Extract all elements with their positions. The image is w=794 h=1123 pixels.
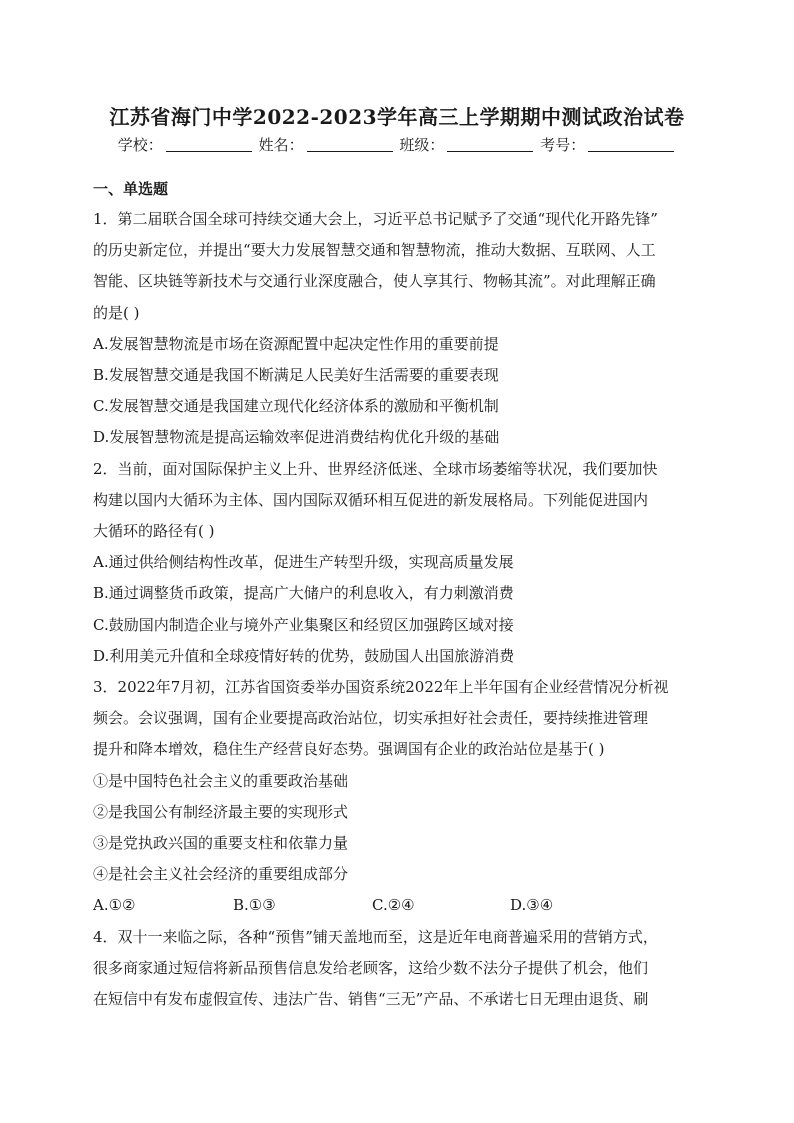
statement-1: ①是中国特色社会主义的重要政治基础 — [93, 771, 349, 790]
statement-2: ②是我国公有制经济最主要的实现形式 — [93, 802, 349, 821]
question-stem-line: 在短信中有发布虚假宣传、违法广告、销售“三无”产品、不承诺七日无理由退货、刷 — [93, 990, 649, 1009]
student-info-row — [0, 134, 794, 155]
question-stem-line: 频会。会议强调，国有企业要提高政治站位，切实承担好社会责任，要持续推进管理 — [93, 709, 649, 728]
school-label: 学校： — [117, 136, 163, 154]
question-stem-line: 智能、区块链等新技术与交通行业深度融合，使人享其行、物畅其流”。对此理解正确 — [93, 272, 656, 291]
question-stem-line: 的历史新定位，并提出“要大力发展智慧交通和智慧物流，推动大数据、互联网、人工 — [93, 241, 656, 260]
statement-3: ③是党执政兴国的重要支柱和依靠力量 — [93, 834, 349, 853]
choice-b: B.①③ — [233, 896, 276, 915]
choice-c: C.②④ — [372, 896, 415, 915]
option-c: C.鼓励国内制造企业与境外产业集聚区和经贸区加强跨区域对接 — [93, 615, 514, 634]
answer-choices — [93, 890, 703, 921]
name-label: 姓名： — [258, 136, 304, 154]
question-stem-line: 4．双十一来临之际，各种“预售”铺天盖地而至，这是近年电商普遍采用的营销方式， — [93, 927, 658, 946]
class-blank[interactable] — [447, 137, 533, 152]
question-stem-line: 1．第二届联合国全球可持续交通大会上，习近平总书记赋予了交通“现代化开路先锋” — [93, 210, 658, 228]
exam-number-blank[interactable] — [588, 137, 674, 152]
question-stem-line: 的是( ) — [93, 303, 140, 322]
option-d: D.利用美元升值和全球疫情好转的优势，鼓励国人出国旅游消费 — [93, 646, 515, 665]
option-a: A.发展智慧物流是市场在资源配置中起决定性作用的重要前提 — [93, 334, 499, 353]
option-d: D.发展智慧物流是提高运输效率促进消费结构优化升级的基础 — [93, 428, 500, 447]
question-area — [93, 178, 703, 1015]
section-heading: 一、单选题 — [93, 180, 169, 198]
exam-number-label: 考号： — [540, 136, 586, 154]
option-c: C.发展智慧交通是我国建立现代化经济体系的激励和平衡机制 — [93, 397, 499, 416]
option-b: B.通过调整货币政策，提高广大储户的利息收入，有力刺激消费 — [93, 584, 514, 603]
question-1 — [93, 204, 703, 454]
question-2 — [93, 454, 703, 672]
question-stem-line: 大循环的路径有( ) — [93, 522, 215, 541]
exam-title: 江苏省海门中学2022-2023学年高三上学期期中测试政治试卷 — [109, 105, 685, 129]
question-stem-line: 很多商家通过短信将新品预售信息发给老顾客，这给少数不法分子提供了机会，他们 — [93, 958, 649, 977]
school-blank[interactable] — [166, 137, 252, 152]
statement-4: ④是社会主义社会经济的重要组成部分 — [93, 865, 349, 884]
class-label: 班级： — [399, 136, 445, 154]
name-blank[interactable] — [307, 137, 393, 152]
question-4 — [93, 922, 703, 1016]
question-stem-line: 2．当前，面对国际保护主义上升、世界经济低迷、全球市场萎缩等状况，我们要加快 — [93, 459, 658, 478]
choice-d: D.③④ — [510, 896, 554, 915]
question-3 — [93, 672, 703, 922]
question-stem-line: 提升和降本增效，稳住生产经营良好态势。强调国有企业的政治站位是基于( ) — [93, 740, 605, 759]
choice-a: A.①② — [93, 896, 136, 915]
question-stem-line: 构建以国内大循环为主体、国内国际双循环相互促进的新发展格局。下列能促进国内 — [93, 490, 649, 509]
option-b: B.发展智慧交通是我国不断满足人民美好生活需要的重要表现 — [93, 366, 499, 385]
option-a: A.通过供给侧结构性改革，促进生产转型升级，实现高质量发展 — [93, 553, 514, 572]
question-stem-line: 3．2022年7月初，江苏省国资委举办国资系统2022年上半年国有企业经营情况分析视 — [93, 678, 669, 697]
